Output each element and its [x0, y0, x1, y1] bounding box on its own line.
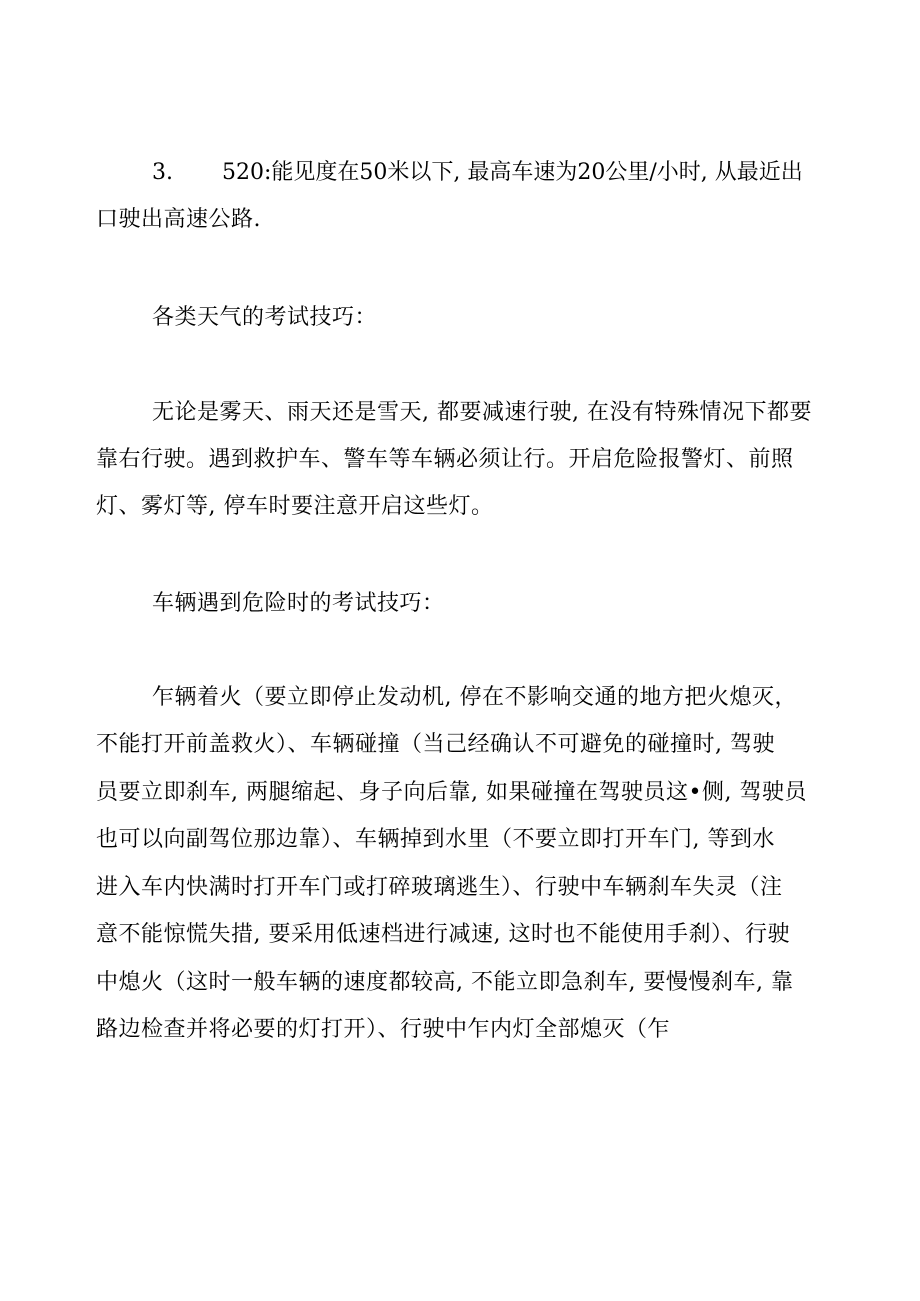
paragraph-weather-line-2: 靠右行驶。遇到救护车、警车等车辆必须让行。开启危险报警灯、前照 [96, 447, 794, 472]
list-item-text-line-2: 口驶出高速公路. [96, 207, 261, 232]
paragraph-danger-line-3: 员要立即刹车, 两腿缩起、身子向后靠, 如果碰撞在驾驶员这•侧, 驾驶员 [96, 780, 807, 805]
paragraph-danger-line-5: 进入车内快满时打开车门或打碎玻璃逃生）、行驶中车辆刹车失灵（注 [96, 875, 783, 900]
list-item-3 [152, 158, 803, 188]
paragraph-danger-line-2: 不能打开前盖救火）、车辆碰撞（当己经确认不可避免的碰撞时, 驾驶 [96, 732, 775, 757]
section-heading-danger: 车辆遇到危险时的考试技巧： [152, 591, 445, 616]
paragraph-weather-line-3: 灯、雾灯等, 停车时要注意开启这些灯。 [96, 494, 494, 519]
paragraph-danger-line-4: 也可以向副驾位那边靠）、车辆掉到水里（不要立即打开车门, 等到水 [96, 827, 775, 852]
list-item-number: 3. [152, 160, 173, 185]
paragraph-danger-line-7: 中熄火（这时一般车辆的速度都较高, 不能立即急刹车, 要慢慢刹车, 靠 [96, 970, 794, 995]
paragraph-danger-line-6: 意不能惊慌失措, 要采用低速档进行减速, 这时也不能使用手刹）、行驶 [96, 922, 790, 947]
list-item-text-line-1: 520:能见度在50米以下, 最高车速为20公里/小时, 从最近出 [222, 160, 803, 185]
paragraph-danger-line-1: 乍辆着火（要立即停止发动机, 停在不影响交通的地方把火熄灭， [152, 685, 797, 710]
paragraph-weather-line-1: 无论是雾天、雨天还是雪天, 都要减速行驶, 在没有特殊情况下都要 [152, 400, 812, 425]
paragraph-danger-line-8: 路边检查并将必要的灯打开）、行驶中乍内灯全部熄灭（乍 [96, 1017, 671, 1042]
section-heading-weather: 各类天气的考试技巧： [152, 305, 378, 330]
